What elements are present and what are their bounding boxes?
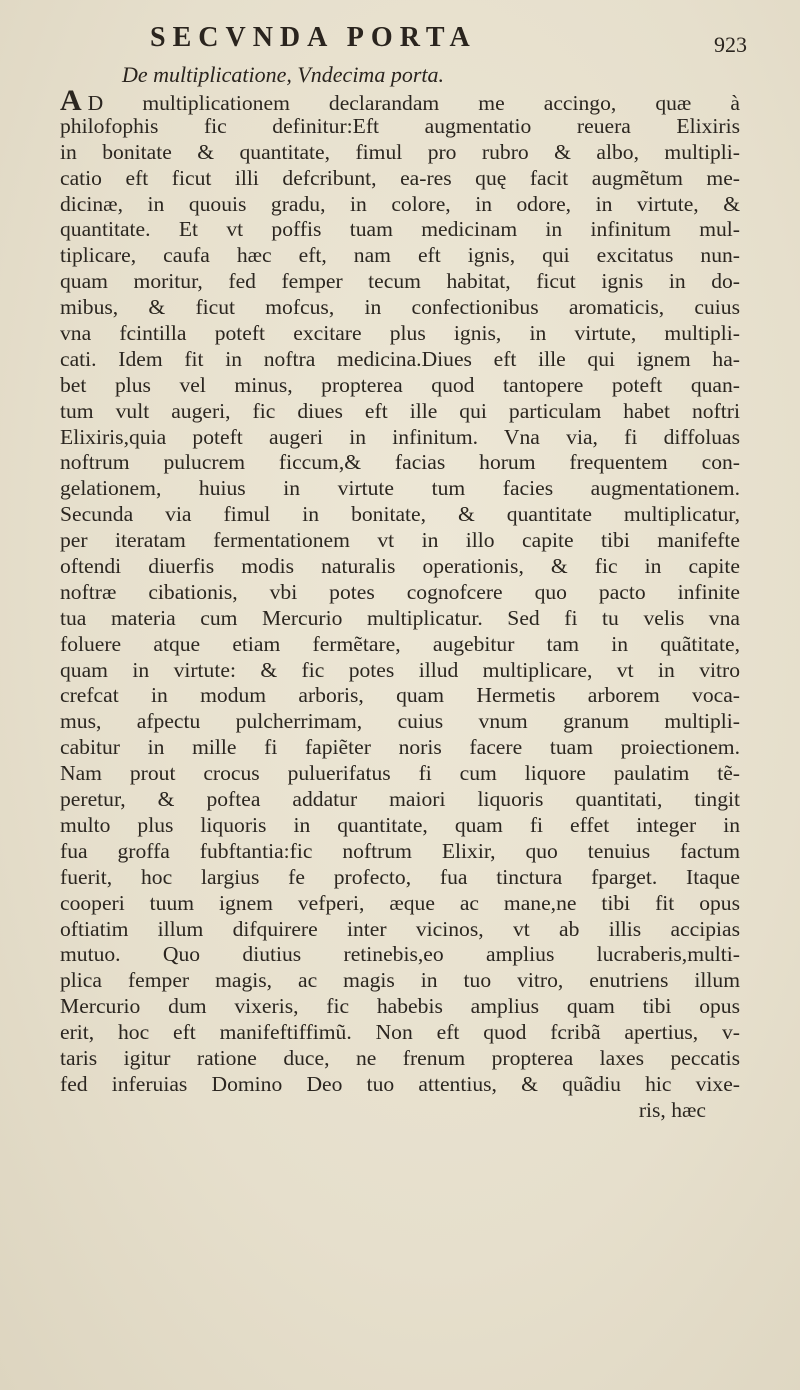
text-line: philofophis fic definitur:Eft augmentatio reuera Elixiris xyxy=(60,113,740,138)
text-line: erit, hoc eft manifeftiffimũ. Non eft quod fcribã apertius, v- xyxy=(60,1020,740,1045)
text-line: dicinæ, in quouis gradu, in colore, in odore, in virtute, & xyxy=(60,191,740,216)
text-line: quam moritur, fed femper tecum habitat, ficut ignis in do- xyxy=(60,269,740,294)
initial-letter: A xyxy=(60,84,82,117)
text-line: mutuo. Quo diutius retinebis,eo amplius lucraberis,multi- xyxy=(60,942,740,967)
body-text xyxy=(60,84,740,1124)
text-line: noftræ cibationis, vbi potes cognofcere quo pacto infinite xyxy=(60,579,740,604)
page-number: 923 xyxy=(714,32,747,57)
text-line: fuerit, hoc largius fe profecto, fua tinctura fparget. Itaque xyxy=(60,864,740,889)
text-line: vna fcintilla poteft excitare plus ignis, in virtute, multipli- xyxy=(60,321,740,346)
text-line: quam in virtute: & fic potes illud multiplicare, vt in vitro xyxy=(60,657,740,682)
text-line: plica femper magis, ac magis in tuo vitro, enutriens illum xyxy=(60,968,740,993)
text-line: gelationem, huius in virtute tum facies augmentationem. xyxy=(60,476,740,501)
section-title: De multiplicatione, Vndecima porta. xyxy=(122,62,444,87)
text-line: Secunda via fimul in bonitate, & quantitate multiplicatur, xyxy=(60,502,740,527)
text-line: oftendi diuerfis modis naturalis operationis, & fic in capite xyxy=(60,554,740,579)
text-line: tum vult augeri, fic diues eft ille qui particulam habet noftri xyxy=(60,398,740,423)
text-line: Elixiris,quia poteft augeri in infinitum. Vna via, fi diffoluas xyxy=(60,424,740,449)
text-line: fua groffa fubftantia:fic noftrum Elixir, quo tenuius factum xyxy=(60,838,740,863)
text-line: Mercurio dum vixeris, fic habebis amplius quam tibi opus xyxy=(60,994,740,1019)
text-line: quantitate. Et vt poffis tuam medicinam in infinitum mul- xyxy=(60,217,740,242)
text-line: bet plus vel minus, propterea quod tantopere poteft quan- xyxy=(60,372,740,397)
text-line: multo plus liquoris in quantitate, quam fi effet integer in xyxy=(60,812,740,837)
text-line: crefcat in modum arboris, quam Hermetis arborem voca- xyxy=(60,683,740,708)
text-line: noftrum pulucrem ficcum,& facias horum frequentem con- xyxy=(60,450,740,475)
text-line xyxy=(60,84,740,117)
text-line: foluere atque etiam fermẽtare, augebitur tam in quãtitate, xyxy=(60,631,740,656)
text-line: tua materia cum Mercurio multiplicatur. Sed fi tu velis vna xyxy=(60,605,740,630)
text-line: cati. Idem fit in noftra medicina.Diues eft ille qui ignem ha- xyxy=(60,346,740,371)
text-line: catio eft ficut illi defcribunt, ea-res quę facit augmẽtum me- xyxy=(60,165,740,190)
text-line: cabitur in mille fi fapiẽter noris facere tuam proiectionem. xyxy=(60,735,740,760)
text-line: peretur, & poftea addatur maiori liquoris quantitati, tingit xyxy=(60,787,740,812)
text-line: in bonitate & quantitate, fimul pro rubro & albo, multipli- xyxy=(60,139,740,164)
text-line: per iteratam fermentationem vt in illo capite tibi manifefte xyxy=(60,528,740,553)
text-line: taris igitur ratione duce, ne frenum propterea laxes peccatis xyxy=(60,1045,740,1070)
text-line: oftiatim illum difquirere inter vicinos, vt ab illis accipias xyxy=(60,916,740,941)
text-line: tiplicare, caufa hæc eft, nam eft ignis, qui excitatus nun- xyxy=(60,243,740,268)
text-line: cooperi tuum ignem vefperi, æque ac mane,ne tibi fit opus xyxy=(60,890,740,915)
text-line-content: D multiplicationem declarandam me accingo, quæ à xyxy=(87,91,740,115)
catchword: ris, hæc xyxy=(638,1097,706,1122)
text-line: fed inferuias Domino Deo tuo attentius, & quãdiu hic vixe- xyxy=(60,1071,740,1096)
text-line: mus, afpectu pulcherrimam, cuius vnum granum multipli- xyxy=(60,709,740,734)
running-head: SECVNDA PORTA xyxy=(150,22,477,53)
text-line: mibus, & ficut mofcus, in confectionibus aromaticis, cuius xyxy=(60,295,740,320)
text-line: Nam prout crocus puluerifatus fi cum liquore paulatim tẽ- xyxy=(60,761,740,786)
